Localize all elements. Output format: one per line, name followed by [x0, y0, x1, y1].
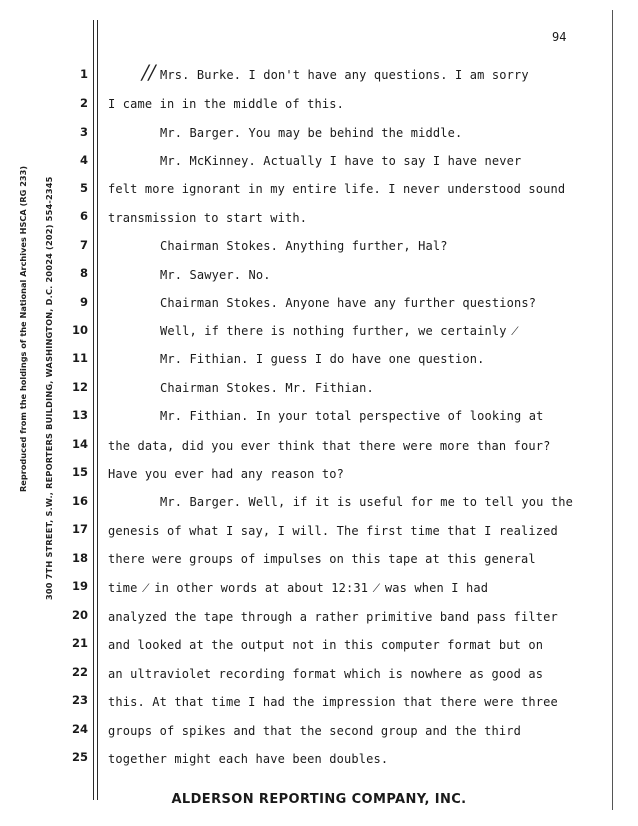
left-margin-rule-inner: [97, 20, 98, 800]
page-number: 94: [552, 30, 567, 44]
transcript-line: Have you ever had any reason to?: [108, 467, 344, 481]
handwritten-slash-icon: //: [142, 60, 156, 84]
line-number: 25: [71, 750, 88, 764]
transcript-line: Mr. Barger. You may be behind the middle.: [160, 126, 463, 140]
handwritten-fraction-icon: ⁄: [144, 582, 147, 595]
line-number: 11: [71, 351, 88, 365]
transcript-line: the data, did you ever think that there were more than four?: [108, 439, 551, 453]
left-margin-rule: [93, 20, 94, 800]
transcript-line: Chairman Stokes. Anyone have any further questions?: [160, 296, 537, 310]
transcript-line: genesis of what I say, I will. The first time that I realized: [108, 524, 558, 538]
transcript-line: Mr. McKinney. Actually I have to say I have never: [160, 154, 522, 168]
transcript-line: analyzed the tape through a rather primitive band pass filter: [108, 610, 558, 624]
line-number: 7: [79, 238, 88, 252]
transcript-line: an ultraviolet recording format which is nowhere as good as: [108, 667, 544, 681]
transcript-line: groups of spikes and that the second group and the third: [108, 724, 521, 738]
transcript-line: together might each have been doubles.: [108, 752, 389, 766]
archive-note: Reproduced from the holdings of the National Archives HSCA (RG 233): [18, 165, 28, 492]
line-number: 5: [79, 181, 88, 195]
transcript-line: and looked at the output not in this computer format but on: [108, 638, 544, 652]
transcript-line: Mr. Sawyer. No.: [160, 268, 271, 282]
transcript-line: Mr. Barger. Well, if it is useful for me to tell you the: [160, 495, 573, 509]
transcript-line: Chairman Stokes. Mr. Fithian.: [160, 381, 374, 395]
reporter-address: 300 7TH STREET, S.W., REPORTERS BUILDING, WASHINGTON, D.C. 20024 (202) 554-2345: [44, 176, 54, 600]
transcript-line: Mrs. Burke. I don't have any questions. I am sorry: [160, 68, 529, 82]
line-number: 19: [71, 579, 88, 593]
line-number: 8: [79, 266, 88, 280]
line-number: 4: [79, 153, 88, 167]
line-number: 2: [79, 96, 88, 110]
line-number: 18: [71, 551, 88, 565]
transcript-line: Chairman Stokes. Anything further, Hal?: [160, 239, 448, 253]
line-number: 13: [71, 408, 88, 422]
transcript-line: Mr. Fithian. I guess I do have one question.: [160, 352, 485, 366]
line-number: 20: [71, 608, 88, 622]
transcript-line: this. At that time I had the impression that there were three: [108, 695, 558, 709]
handwritten-fraction-icon: ⁄: [513, 325, 516, 338]
line-number: 16: [71, 494, 88, 508]
transcript-line: Mr. Fithian. In your total perspective of looking at: [160, 409, 544, 423]
line-number: 17: [71, 522, 88, 536]
line-number: 22: [71, 665, 88, 679]
line-number: 12: [71, 380, 88, 394]
line-text: in other words at about 12:31: [154, 581, 369, 595]
line-text: Well, if there is nothing further, we certainly: [160, 324, 507, 338]
line-number: 1: [79, 67, 88, 81]
reporting-company-footer: ALDERSON REPORTING COMPANY, INC.: [171, 792, 467, 807]
transcript-line: [108, 581, 488, 595]
transcript-line: I came in in the middle of this.: [108, 97, 344, 111]
line-number: 10: [71, 323, 88, 337]
line-number: 24: [71, 722, 88, 736]
transcript-line: felt more ignorant in my entire life. I never understood sound: [108, 182, 566, 196]
line-number: 21: [71, 636, 88, 650]
transcript-line: transmission to start with.: [108, 211, 308, 225]
transcript-line: there were groups of impulses on this tape at this general: [108, 552, 536, 566]
handwritten-fraction-icon: ⁄: [375, 582, 378, 595]
line-number: 3: [79, 125, 88, 139]
line-number: 23: [71, 693, 88, 707]
right-margin-rule: [612, 10, 613, 810]
line-number: 9: [79, 295, 88, 309]
line-number: 6: [79, 209, 88, 223]
line-number: 14: [71, 437, 88, 451]
line-text: was when I had: [384, 581, 489, 595]
transcript-line: [160, 324, 516, 338]
line-number: 15: [71, 465, 88, 479]
line-text: time: [108, 581, 138, 595]
